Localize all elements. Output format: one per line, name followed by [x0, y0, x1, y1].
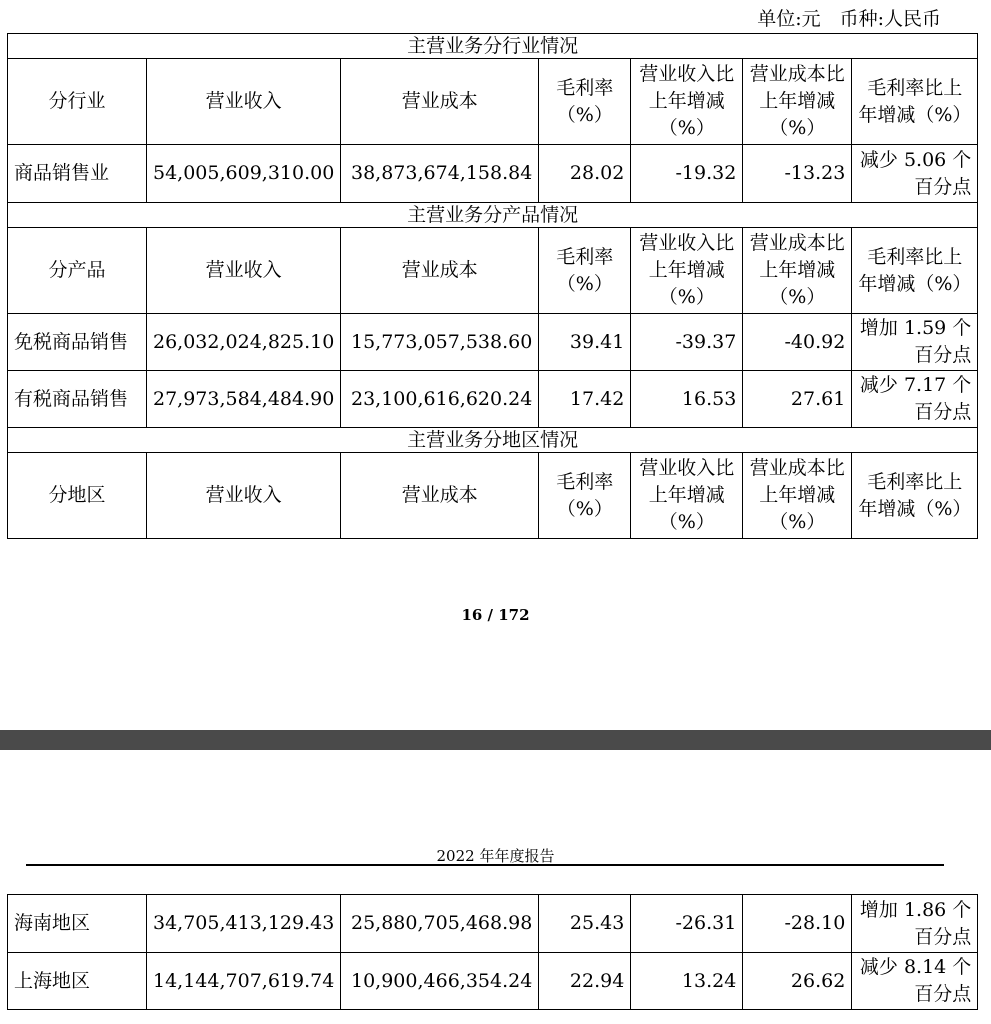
row-cost: 23,100,616,620.24: [341, 371, 539, 428]
row-cost-change: 27.61: [743, 371, 852, 428]
col-header-cost: 营业成本: [341, 59, 539, 145]
header-row-region: [8, 453, 978, 539]
row-cost-change: -40.92: [743, 314, 852, 371]
report-header: 2022 年年度报告: [436, 847, 555, 865]
col-header-margin-change: 毛利率比上年增减（%）: [852, 453, 978, 539]
row-margin: 17.42: [539, 371, 631, 428]
row-cost: 25,880,705,468.98: [341, 895, 539, 953]
row-cost-change: 26.62: [743, 953, 852, 1010]
row-cost: 38,873,674,158.84: [341, 145, 539, 203]
col-header-revenue: 营业收入: [147, 228, 341, 314]
row-margin: 28.02: [539, 145, 631, 203]
col-header-cost-change: 营业成本比上年增减（%）: [743, 228, 852, 314]
page-number: 16 / 172: [461, 606, 530, 624]
row-cost-change: -13.23: [743, 145, 852, 203]
region-table-continued: [7, 894, 978, 1010]
col-header-margin-change: 毛利率比上年增减（%）: [852, 59, 978, 145]
col-header-margin: 毛利率（%）: [539, 59, 631, 145]
col-header-cost-change: 营业成本比上年增减（%）: [743, 59, 852, 145]
row-revenue: 14,144,707,619.74: [147, 953, 341, 1010]
row-revenue: 34,705,413,129.43: [147, 895, 341, 953]
row-margin-change: 增加 1.86 个百分点: [852, 895, 978, 953]
section-industry: 主营业务分行业情况: [8, 34, 978, 59]
section-region: 主营业务分地区情况: [8, 428, 978, 453]
row-margin-change: 减少 8.14 个百分点: [852, 953, 978, 1010]
table-row: [8, 953, 978, 1010]
row-rev-change: -26.31: [631, 895, 743, 953]
unit-label: 单位:元 币种:人民币: [757, 8, 941, 30]
row-revenue: 26,032,024,825.10: [147, 314, 341, 371]
row-revenue: 54,005,609,310.00: [147, 145, 341, 203]
table-row: [8, 371, 978, 428]
col-header-margin-change: 毛利率比上年增减（%）: [852, 228, 978, 314]
row-rev-change: 16.53: [631, 371, 743, 428]
col-header-revenue: 营业收入: [147, 59, 341, 145]
col-header-revenue: 营业收入: [147, 453, 341, 539]
col-header-region: 分地区: [8, 453, 147, 539]
col-header-rev-change: 营业收入比上年增减（%）: [631, 59, 743, 145]
row-rev-change: 13.24: [631, 953, 743, 1010]
col-header-cost: 营业成本: [341, 228, 539, 314]
row-margin: 39.41: [539, 314, 631, 371]
row-name: 有税商品销售: [8, 371, 147, 428]
row-name: 海南地区: [8, 895, 147, 953]
row-rev-change: -39.37: [631, 314, 743, 371]
table-row: [8, 314, 978, 371]
main-business-table: [7, 33, 978, 539]
col-header-margin: 毛利率（%）: [539, 453, 631, 539]
row-margin-change: 减少 5.06 个百分点: [852, 145, 978, 203]
row-cost-change: -28.10: [743, 895, 852, 953]
header-rule: [26, 864, 944, 866]
row-margin-change: 减少 7.17 个百分点: [852, 371, 978, 428]
row-margin-change: 增加 1.59 个百分点: [852, 314, 978, 371]
page-separator: [0, 730, 991, 750]
row-cost: 15,773,057,538.60: [341, 314, 539, 371]
col-header-product: 分产品: [8, 228, 147, 314]
table-row: [8, 895, 978, 953]
row-name: 上海地区: [8, 953, 147, 1010]
col-header-cost: 营业成本: [341, 453, 539, 539]
section-product: 主营业务分产品情况: [8, 203, 978, 228]
row-name: 免税商品销售: [8, 314, 147, 371]
col-header-cost-change: 营业成本比上年增减（%）: [743, 453, 852, 539]
col-header-rev-change: 营业收入比上年增减（%）: [631, 228, 743, 314]
row-name: 商品销售业: [8, 145, 147, 203]
header-row-product: [8, 228, 978, 314]
col-header-rev-change: 营业收入比上年增减（%）: [631, 453, 743, 539]
row-cost: 10,900,466,354.24: [341, 953, 539, 1010]
table-row: [8, 145, 978, 203]
col-header-industry: 分行业: [8, 59, 147, 145]
row-margin: 25.43: [539, 895, 631, 953]
row-rev-change: -19.32: [631, 145, 743, 203]
row-revenue: 27,973,584,484.90: [147, 371, 341, 428]
header-row-industry: [8, 59, 978, 145]
row-margin: 22.94: [539, 953, 631, 1010]
col-header-margin: 毛利率（%）: [539, 228, 631, 314]
